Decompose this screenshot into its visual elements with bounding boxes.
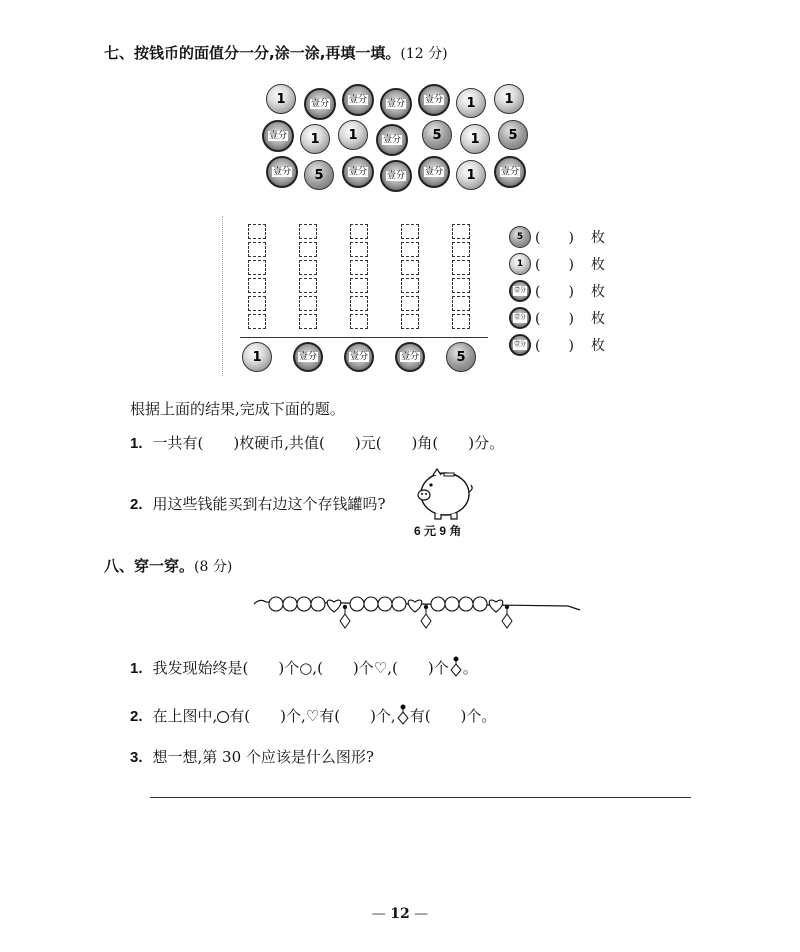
coin-pile	[262, 84, 542, 194]
legend-unit: 枚	[591, 338, 605, 354]
coin-fen-icon	[262, 120, 294, 152]
color-cell[interactable]	[401, 296, 419, 311]
section8-score: (8 分)	[194, 559, 233, 575]
color-cell[interactable]	[452, 278, 470, 293]
coin-yuan-icon	[456, 160, 486, 190]
coin-yuan-label: 1	[276, 91, 286, 107]
s8-q1-number: 1.	[130, 660, 143, 677]
coin-fen-icon	[342, 156, 374, 188]
coin-yuan-icon	[509, 253, 531, 275]
coin-fen-icon	[344, 342, 374, 372]
coin-fen-icon	[418, 84, 450, 116]
s8-q1-text-a: 我发现始终是( )个○,( )个♡,( )个	[152, 659, 449, 677]
color-cell[interactable]	[299, 278, 317, 293]
page-number: 12	[390, 906, 410, 922]
legend-row	[509, 334, 605, 356]
coin-fen-label: 壹分	[424, 95, 443, 105]
color-cell[interactable]	[401, 278, 419, 293]
heart-bead	[408, 600, 422, 612]
coin-yuan-label: 1	[504, 91, 514, 107]
coin-fen-label: 壹分	[349, 352, 368, 362]
color-cell[interactable]	[299, 296, 317, 311]
coin-yuan-label: 1	[348, 127, 358, 143]
coin-jiao-label: 5	[516, 232, 524, 242]
coin-fen-label: 壹分	[386, 171, 405, 181]
s7-question-1	[130, 432, 504, 453]
coin-fen-icon	[376, 124, 408, 156]
color-cell[interactable]	[299, 314, 317, 329]
coin-fen-icon	[304, 88, 336, 120]
coin-fen-icon	[494, 156, 526, 188]
coin-jiao-icon	[498, 120, 528, 150]
color-cell[interactable]	[350, 224, 368, 239]
coin-jiao-icon	[422, 120, 452, 150]
legend-row	[509, 280, 605, 302]
color-cell[interactable]	[248, 314, 266, 329]
coin-fen-label: 壹分	[513, 314, 526, 321]
color-cell[interactable]	[350, 242, 368, 257]
legend-count-blank[interactable]: ( )	[535, 284, 574, 300]
diamond-pendant-icon	[450, 656, 462, 682]
circle-bead-icon	[217, 711, 229, 723]
coin-fen-icon	[418, 156, 450, 188]
coin-yuan-label: 1	[516, 259, 524, 269]
color-cell[interactable]	[401, 242, 419, 257]
color-cell[interactable]	[350, 260, 368, 275]
coin-yuan-icon	[338, 120, 368, 150]
color-cell[interactable]	[248, 278, 266, 293]
color-cell[interactable]	[248, 242, 266, 257]
legend-count-blank[interactable]: ( )	[535, 230, 574, 246]
legend-row	[509, 307, 605, 329]
coin-count-legend	[509, 226, 629, 366]
coin-yuan-icon	[266, 84, 296, 114]
coin-jiao-label: 5	[508, 127, 518, 143]
color-cell[interactable]	[350, 314, 368, 329]
coin-yuan-icon	[494, 84, 524, 114]
s8-q3-text: 想一想,第 30 个应该是什么图形?	[152, 748, 374, 766]
color-cell[interactable]	[452, 242, 470, 257]
circle-bead	[283, 597, 297, 611]
color-cell[interactable]	[452, 224, 470, 239]
chart-baseline	[240, 337, 488, 338]
circle-bead	[311, 597, 325, 611]
circle-bead	[297, 597, 311, 611]
s8-q2-text-b: 有( )个,♡有( )个,	[229, 707, 396, 725]
piggy-bank-icon	[411, 466, 473, 522]
color-cell[interactable]	[350, 278, 368, 293]
coin-fen-icon	[380, 160, 412, 192]
legend-row	[509, 253, 605, 275]
coin-jiao-icon	[304, 160, 334, 190]
coin-fen-icon	[509, 280, 531, 302]
diamond-pendant-icon	[397, 704, 409, 730]
legend-count-blank[interactable]: ( )	[535, 257, 574, 273]
section7-score: (12 分)	[400, 46, 448, 62]
s8-question-1	[130, 656, 478, 682]
coin-fen-label: 壹分	[382, 135, 401, 145]
color-cell[interactable]	[452, 296, 470, 311]
coin-jiao-icon	[509, 226, 531, 248]
coin-yuan-label: 1	[470, 131, 480, 147]
diamond-pendant	[340, 605, 350, 628]
s7-q2-text: 用这些钱能买到右边这个存钱罐吗?	[152, 495, 386, 513]
s7-q1-text: 一共有( )枚硬币,共值( )元( )角( )分。	[152, 434, 505, 452]
coin-yuan-icon	[456, 88, 486, 118]
color-cell[interactable]	[401, 314, 419, 329]
answer-line	[150, 797, 691, 798]
section8-heading	[104, 555, 232, 576]
bead-string	[252, 590, 582, 638]
legend-row	[509, 226, 605, 248]
legend-unit: 枚	[591, 230, 605, 246]
color-cell[interactable]	[248, 260, 266, 275]
legend-unit: 枚	[591, 284, 605, 300]
coin-fen-icon	[293, 342, 323, 372]
s8-q2-number: 2.	[130, 708, 143, 725]
coin-fen-label: 壹分	[400, 352, 419, 362]
coin-yuan-icon	[300, 124, 330, 154]
color-cell[interactable]	[452, 314, 470, 329]
coin-jiao-icon	[446, 342, 476, 372]
coin-fen-label: 壹分	[513, 287, 526, 294]
diamond-pendant	[421, 605, 431, 628]
legend-unit: 枚	[591, 311, 605, 327]
color-cell[interactable]	[401, 260, 419, 275]
circle-bead	[350, 597, 364, 611]
circle-bead	[378, 597, 392, 611]
coin-fen-label: 壹分	[268, 131, 287, 141]
coin-yuan-icon	[242, 342, 272, 372]
color-cell[interactable]	[299, 224, 317, 239]
coin-jiao-label: 5	[456, 349, 466, 365]
coin-fen-label: 壹分	[348, 167, 367, 177]
coin-fen-label: 壹分	[272, 167, 291, 177]
s7-question-2	[130, 493, 386, 514]
section7-heading	[104, 42, 448, 63]
chart-left-edge	[222, 216, 229, 376]
section8-title: 八、穿一穿。	[104, 557, 195, 575]
coin-fen-icon	[509, 307, 531, 329]
s8-question-2	[130, 704, 496, 730]
intro-text: 根据上面的结果,完成下面的题。	[130, 400, 345, 418]
page-footer: — 12 —	[371, 906, 429, 922]
color-cell[interactable]	[452, 260, 470, 275]
circle-bead	[431, 597, 445, 611]
color-cell[interactable]	[299, 260, 317, 275]
coin-fen-label: 壹分	[310, 99, 329, 109]
diamond-pendant	[502, 605, 512, 628]
heart-bead	[489, 600, 503, 612]
s8-q3-number: 3.	[130, 749, 143, 766]
circle-bead	[459, 597, 473, 611]
coin-yuan-label: 1	[466, 167, 476, 183]
piggy-bank-price: 6 元 9 角	[414, 524, 462, 538]
circle-bead	[445, 597, 459, 611]
coin-fen-icon	[509, 334, 531, 356]
circle-bead	[364, 597, 378, 611]
coin-fen-icon	[342, 84, 374, 116]
circle-bead	[269, 597, 283, 611]
s8-q2-text-a: 在上图中,	[152, 707, 218, 725]
coin-yuan-label: 1	[466, 95, 476, 111]
coin-jiao-label: 5	[314, 167, 324, 183]
coin-fen-icon	[395, 342, 425, 372]
color-cell[interactable]	[401, 224, 419, 239]
coin-fen-label: 壹分	[424, 167, 443, 177]
legend-unit: 枚	[591, 257, 605, 273]
coin-fen-label: 壹分	[386, 99, 405, 109]
circle-bead	[392, 597, 406, 611]
s8-question-3	[130, 746, 374, 767]
color-cell[interactable]	[248, 224, 266, 239]
color-cell[interactable]	[350, 296, 368, 311]
coin-fen-icon	[380, 88, 412, 120]
s8-q1-text-b: 。	[462, 659, 478, 677]
coin-jiao-label: 5	[432, 127, 442, 143]
coin-yuan-label: 1	[310, 131, 320, 147]
color-cell[interactable]	[299, 242, 317, 257]
coin-fen-label: 壹分	[513, 341, 526, 348]
s7-q2-number: 2.	[130, 496, 143, 513]
circle-bead	[473, 597, 487, 611]
coin-yuan-icon	[460, 124, 490, 154]
coin-yuan-label: 1	[252, 349, 262, 365]
s8-q2-text-c: 有( )个。	[409, 707, 497, 725]
coin-fen-label: 壹分	[500, 167, 519, 177]
s7-q1-number: 1.	[130, 435, 143, 452]
color-cell[interactable]	[248, 296, 266, 311]
coin-fen-label: 壹分	[298, 352, 317, 362]
heart-bead	[327, 600, 341, 612]
coin-sorting-chart	[222, 216, 494, 381]
legend-count-blank[interactable]: ( )	[535, 338, 574, 354]
coin-fen-label: 壹分	[348, 95, 367, 105]
section7-title: 七、按钱币的面值分一分,涂一涂,再填一填。	[104, 44, 401, 62]
coin-fen-icon	[266, 156, 298, 188]
legend-count-blank[interactable]: ( )	[535, 311, 574, 327]
